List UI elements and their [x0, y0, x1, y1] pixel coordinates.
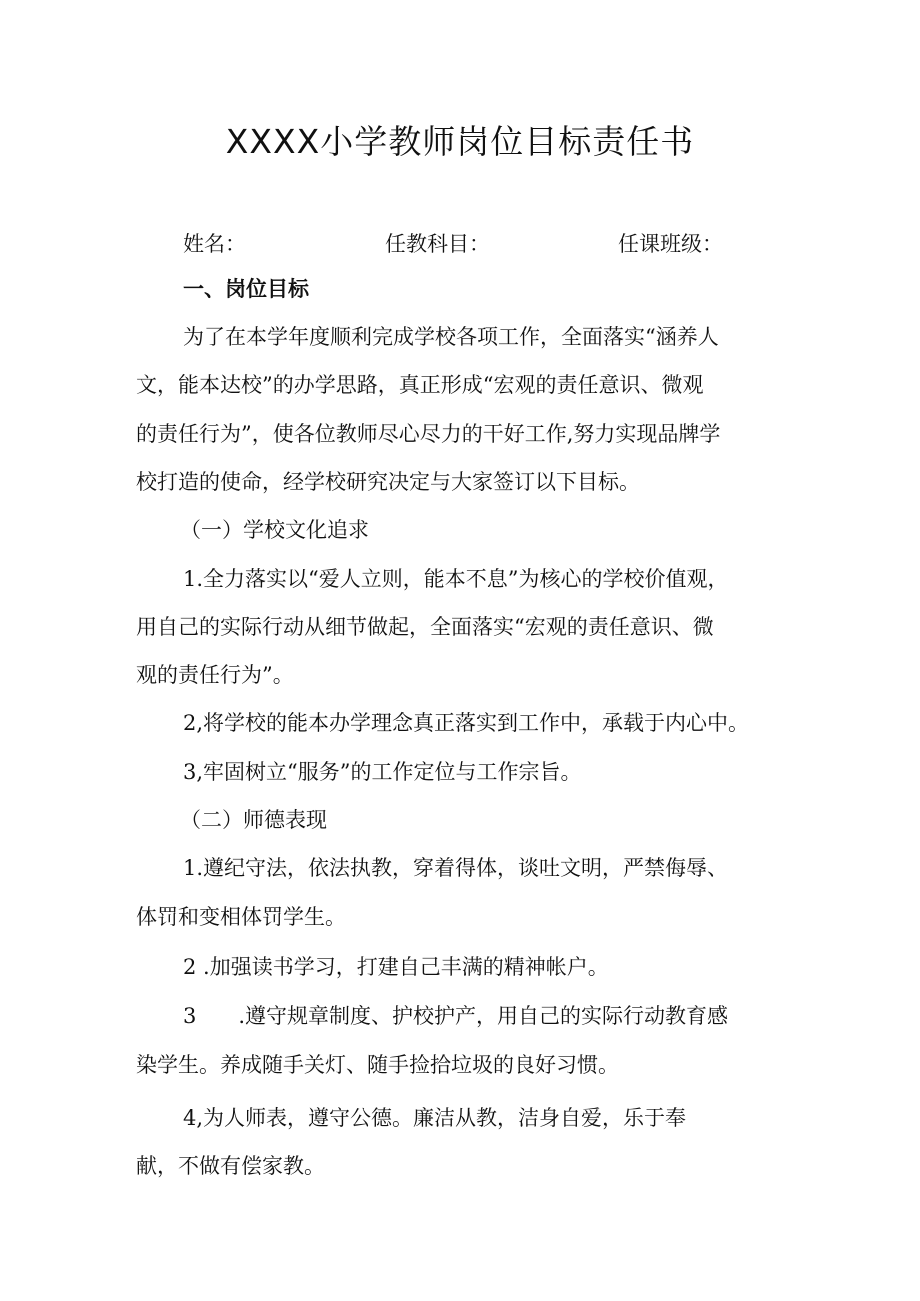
paragraph-line: 2,将学校的能本办学理念真正落实到工作中，承载于内心中。 — [183, 711, 750, 735]
section-heading-job-goals: 一、岗位目标 — [183, 277, 309, 301]
name-field-label: 姓名： — [183, 232, 246, 256]
paragraph-line: 2 .加强读书学习，打建自己丰满的精神帐户。 — [183, 955, 609, 979]
paragraph-line: 体罚和变相体罚学生。 — [136, 905, 346, 929]
paragraph-line: 1.遵纪守法，依法执教，穿着得体，谈吐文明，严禁侮辱、 — [183, 856, 729, 880]
paragraph-line: 献，不做有偿家教。 — [136, 1154, 325, 1178]
paragraph-line: 校打造的使命，经学校研究决定与大家签订以下目标。 — [136, 470, 640, 494]
subsection-heading-culture: （一）学校文化追求 — [180, 518, 369, 542]
paragraph-line: 染学生。养成随手关灯、随手捡拾垃圾的良好习惯。 — [136, 1053, 619, 1077]
subject-field-label: 任教科目： — [385, 232, 490, 256]
class-field-label: 任课班级： — [618, 232, 723, 256]
subsection-heading-ethics: （二）师德表现 — [180, 808, 327, 832]
paragraph-line: 观的责任行为”。 — [136, 663, 294, 687]
paragraph-line: 4,为人师表，遵守公德。廉洁从教，洁身自爱，乐于奉 — [183, 1106, 687, 1130]
paragraph-line: 3 .遵守规章制度、护校护产，用自己的实际行动教育感 — [183, 1004, 729, 1028]
document-title: XXXX小学教师岗位目标责任书 — [225, 122, 695, 161]
paragraph-line: 3,牢固树立“服务”的工作定位与工作宗旨。 — [183, 760, 582, 784]
paragraph-line: 的责任行为”，使各位教师尽心尽力的干好工作,努力实现品牌学 — [136, 422, 721, 446]
paragraph-line: 用自己的实际行动从细节做起，全面落实“宏观的责任意识、微 — [136, 615, 714, 639]
paragraph-line: 1.全力落实以“爱人立则，能本不息”为核心的学校价值观， — [183, 567, 729, 591]
paragraph-line: 文，能本达校”的办学思路，真正形成“宏观的责任意识、微观 — [136, 373, 704, 397]
paragraph-line: 为了在本学年度顺利完成学校各项工作，全面落实“涵养人 — [183, 325, 719, 349]
